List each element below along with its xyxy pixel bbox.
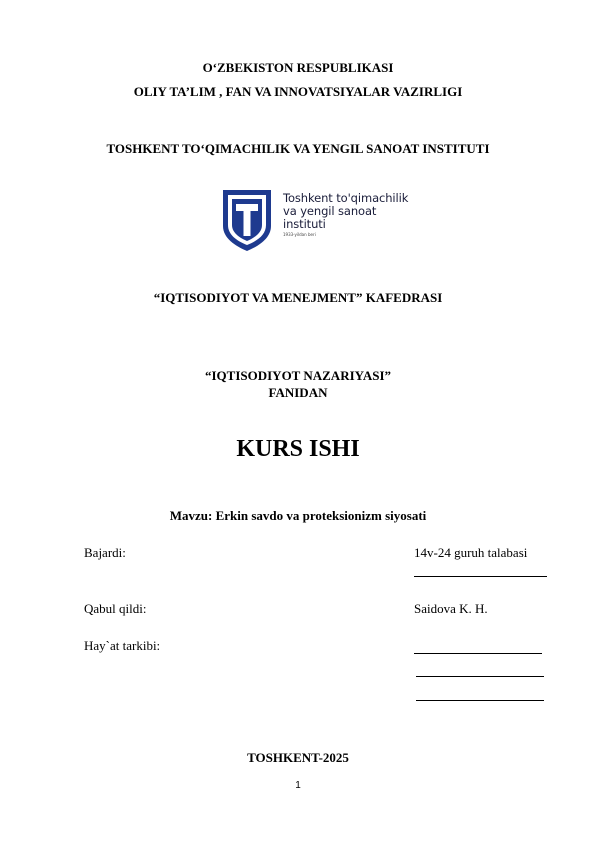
committee-label: Hay`at tarkibi: bbox=[84, 638, 161, 653]
republic-title: O‘ZBEKISTON RESPUBLIKASI bbox=[202, 60, 394, 75]
topic: Mavzu: Erkin savdo va proteksionizm siyosati bbox=[169, 508, 427, 523]
work-title: KURS ISHI bbox=[236, 436, 360, 462]
committee-line-1 bbox=[414, 653, 542, 654]
page-number: 1 bbox=[295, 780, 301, 791]
institute-logo bbox=[221, 188, 431, 254]
logo-line-2: va yengil sanoat bbox=[283, 204, 377, 218]
logo-line-4: 1933-yildan beri bbox=[283, 232, 316, 237]
performed-label: Bajardi: bbox=[84, 545, 126, 560]
performed-signature-line bbox=[414, 576, 547, 577]
committee-line-3 bbox=[416, 700, 544, 701]
logo-line-1: Toshkent to'qimachilik bbox=[283, 191, 409, 205]
performed-value: 14v-24 guruh talabasi bbox=[414, 545, 528, 560]
subject-suffix: FANIDAN bbox=[268, 385, 328, 400]
subject-name: “IQTISODIYOT NAZARIYASI” bbox=[204, 368, 392, 383]
committee-line-2 bbox=[416, 676, 544, 677]
city-year: TOSHKENT-2025 bbox=[247, 750, 349, 765]
logo-wordmark bbox=[283, 192, 408, 239]
department-title: “IQTISODIYOT VA MENEJMENT” KAFEDRASI bbox=[153, 290, 443, 305]
ministry-title: OLIY TA’LIM , FAN VA INNOVATSIYALAR VAZIRLIGI bbox=[133, 84, 463, 99]
accepted-label: Qabul qildi: bbox=[84, 601, 147, 616]
accepted-value: Saidova K. H. bbox=[414, 601, 488, 616]
logo-line-3: instituti bbox=[283, 217, 326, 231]
institute-title: TOSHKENT TO‘QIMACHILIK VA YENGIL SANOAT INSTITUTI bbox=[106, 141, 490, 156]
shield-icon bbox=[221, 188, 273, 252]
